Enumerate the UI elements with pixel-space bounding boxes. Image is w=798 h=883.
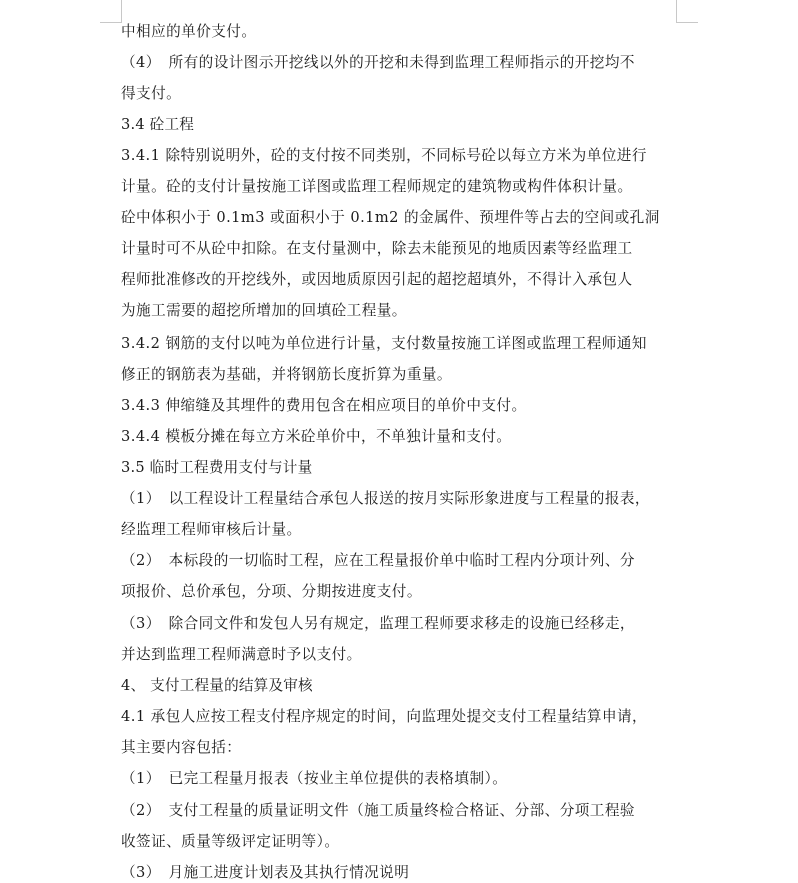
text-line: （4） 所有的设计图示开挖线以外的开挖和未得到监理工程师指示的开挖均不: [121, 54, 635, 71]
text-line: 程师批准修改的开挖线外，或因地质原因引起的超挖超填外，不得计入承包人: [121, 271, 633, 288]
text-line: 3.4.3 伸缩缝及其埋件的费用包含在相应项目的单价中支付。: [121, 397, 527, 414]
text-line: 4.1 承包人应按工程支付程序规定的时间，向监理处提交支付工程量结算申请，: [121, 708, 648, 725]
text-line: 并达到监理工程师满意时予以支付。: [121, 646, 362, 663]
margin-mark-top-right-horizontal: [676, 22, 698, 23]
text-line: 3.4.1 除特别说明外，砼的支付按不同类别，不同标号砼以每立方米为单位进行: [121, 147, 647, 164]
text-line: 其主要内容包括：: [121, 739, 242, 756]
text-line: 中相应的单价支付。: [121, 23, 257, 40]
margin-mark-top-right-vertical: [676, 0, 677, 22]
text-line: 修正的钢筋表为基础，并将钢筋长度折算为重量。: [121, 366, 452, 383]
text-line: 项报价、总价承包，分项、分期按进度支付。: [121, 583, 422, 600]
text-line: 3.4.2 钢筋的支付以吨为单位进行计量，支付数量按施工详图或监理工程师通知: [121, 335, 647, 352]
margin-mark-top-left-horizontal: [100, 22, 122, 23]
margin-mark-top-left-vertical: [121, 0, 122, 22]
text-line: （3） 除合同文件和发包人另有规定，监理工程师要求移走的设施已经移走，: [121, 615, 635, 632]
section-heading: 3.4 砼工程: [121, 116, 195, 133]
text-line: 为施工需要的超挖所增加的回填砼工程量。: [121, 302, 407, 319]
text-line: （3） 月施工进度计划表及其执行情况说明: [121, 864, 410, 881]
text-line: 经监理工程师审核后计量。: [121, 521, 302, 538]
text-line: （2） 支付工程量的质量证明文件（施工质量终检合格证、分部、分项工程验: [121, 802, 635, 819]
text-line: 计量。砼的支付计量按施工详图或监理工程师规定的建筑物或构件体积计量。: [121, 178, 633, 195]
text-line: 砼中体积小于 0.1m3 或面积小于 0.1m2 的金属件、预埋件等占去的空间或孔洞: [121, 209, 660, 226]
section-heading: 4、 支付工程量的结算及审核: [121, 677, 313, 694]
text-line: 计量时可不从砼中扣除。在支付量测中，除去未能预见的地质因素等经监理工: [121, 240, 633, 257]
section-heading: 3.5 临时工程费用支付与计量: [121, 459, 313, 476]
text-line: （1） 以工程设计工程量结合承包人报送的按月实际形象进度与工程量的报表，: [121, 490, 650, 507]
text-line: 3.4.4 模板分摊在每立方米砼单价中，不单独计量和支付。: [121, 428, 512, 445]
text-line: 收签证、质量等级评定证明等）。: [121, 833, 340, 850]
text-line: （2） 本标段的一切临时工程，应在工程量报价单中临时工程内分项计列、分: [121, 552, 635, 569]
text-line: （1） 已完工程量月报表（按业主单位提供的表格填制）。: [121, 770, 508, 787]
text-line: 得支付。: [121, 85, 182, 102]
